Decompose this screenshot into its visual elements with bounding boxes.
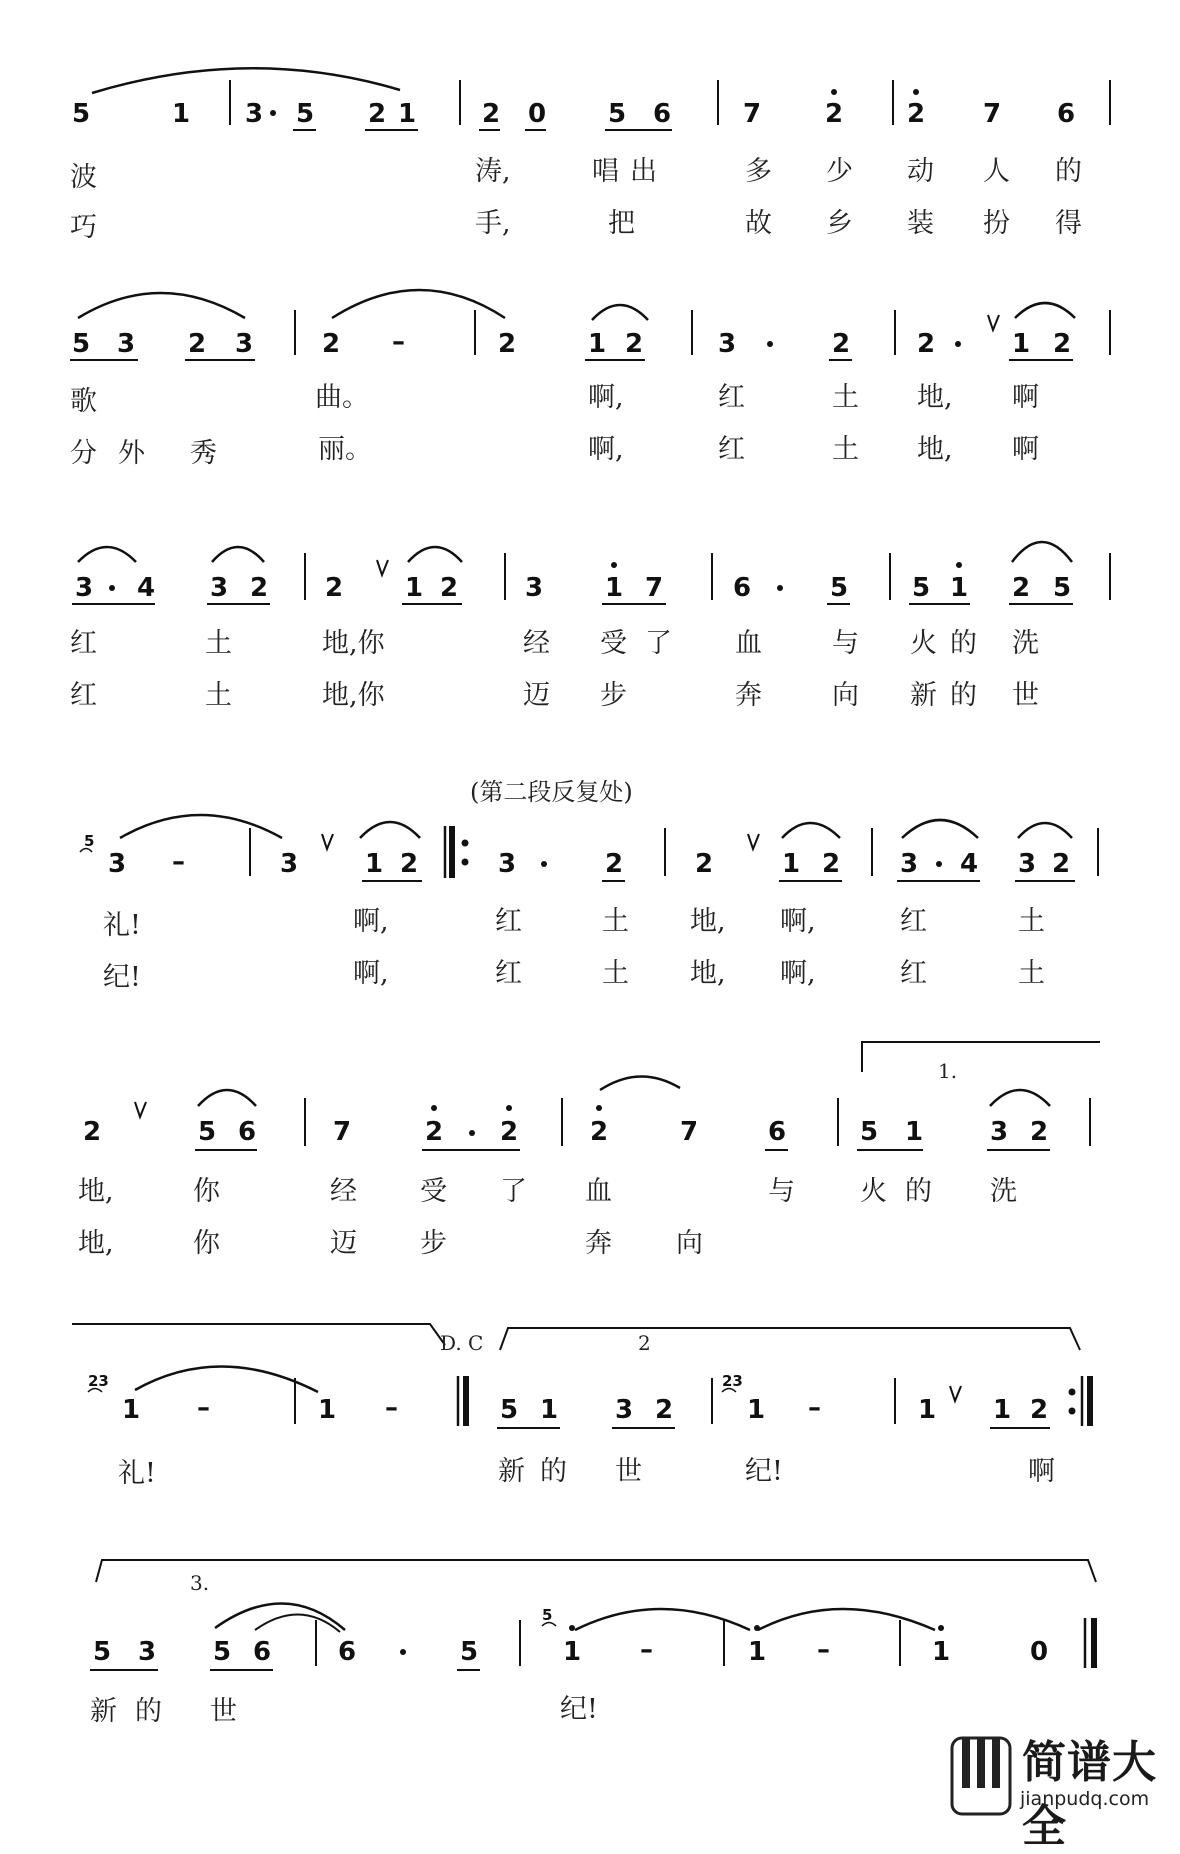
lyric: 你 <box>193 1176 220 1207</box>
note: 0 <box>1030 1637 1049 1667</box>
lyric: 了 <box>645 628 672 659</box>
note: 3 <box>990 1117 1009 1147</box>
note: 6 <box>253 1637 272 1667</box>
lyric: 啊 <box>1012 434 1039 465</box>
system-1 <box>70 68 1110 243</box>
note: 6 <box>653 99 672 129</box>
lyric: 新 <box>90 1696 117 1727</box>
note: 2 <box>440 573 459 603</box>
lyric: 洗 <box>1012 628 1039 659</box>
lyric: 土 <box>832 434 859 465</box>
note: 6 <box>338 1637 357 1667</box>
lyric: 地, <box>917 382 953 413</box>
note: 6 <box>768 1117 787 1147</box>
note: 2 <box>250 573 269 603</box>
lyric: 纪! <box>103 962 141 993</box>
lyric: 与 <box>768 1176 795 1207</box>
note: – <box>385 1393 398 1423</box>
watermark <box>950 1726 1175 1852</box>
lyric: 波 <box>70 162 97 193</box>
note: 3 <box>138 1637 157 1667</box>
lyric: 经 <box>523 628 550 659</box>
grace-note: 23 <box>722 1372 743 1390</box>
note: 2 <box>425 1117 444 1147</box>
lyric: 地, <box>690 906 726 937</box>
lyric: 迈 <box>330 1228 357 1259</box>
lyric: 地,你 <box>322 680 385 711</box>
note: 1 <box>950 573 969 603</box>
note: 6 <box>1057 99 1076 129</box>
note: 5 <box>93 1637 112 1667</box>
lyric: 曲。 <box>315 382 369 413</box>
note: 5 <box>500 1395 519 1425</box>
system-5 <box>78 1042 1100 1259</box>
note: 1 <box>605 573 624 603</box>
note: 3 <box>498 849 517 879</box>
note: 2 <box>1012 573 1031 603</box>
note: 1 <box>748 1637 767 1667</box>
note: 5 <box>608 99 627 129</box>
note: 3 <box>235 329 254 359</box>
note: – <box>808 1393 821 1423</box>
lyric: 红 <box>70 628 97 659</box>
note: 2 <box>907 99 926 129</box>
note: – <box>817 1635 830 1665</box>
note: 3 <box>525 573 544 603</box>
lyric: 人 <box>983 156 1010 187</box>
lyric: 故 <box>745 208 772 239</box>
lyric: 奔 <box>585 1228 612 1259</box>
note: 6 <box>238 1117 257 1147</box>
note: 1 <box>905 1117 924 1147</box>
note: 2 <box>482 99 501 129</box>
system-2 <box>70 290 1110 469</box>
note: 2 <box>1052 849 1071 879</box>
lyric: 你 <box>193 1228 220 1259</box>
note: 2 <box>917 329 936 359</box>
lyric: 红 <box>495 906 522 937</box>
lyric: 土 <box>832 382 859 413</box>
lyric: 啊, <box>780 958 816 989</box>
lyric: 得 <box>1055 208 1082 239</box>
lyric: 涛, <box>475 156 511 187</box>
note: 5 <box>912 573 931 603</box>
lyric: 经 <box>330 1176 357 1207</box>
repeat-annotation: (第二段反复处) <box>470 778 633 806</box>
lyric: 火 <box>910 628 937 659</box>
lyric: 地, <box>690 958 726 989</box>
lyric: 土 <box>602 958 629 989</box>
note: 2 <box>188 329 207 359</box>
note: 2 <box>590 1117 609 1147</box>
note: 3 <box>117 329 136 359</box>
note: 2 <box>605 849 624 879</box>
note: 3 <box>718 329 737 359</box>
lyric: 世 <box>210 1696 237 1727</box>
lyric: 向 <box>832 680 859 711</box>
lyric: 扮 <box>983 208 1010 239</box>
note: 5 <box>460 1637 479 1667</box>
lyric: 受 <box>420 1176 447 1207</box>
lyric: 土 <box>1018 958 1045 989</box>
lyric: 多 <box>745 156 772 187</box>
note: 3 <box>900 849 919 879</box>
note: 5 <box>213 1637 232 1667</box>
lyric: 世 <box>615 1456 642 1487</box>
lyric: 与 <box>832 628 859 659</box>
lyric: 迈 <box>523 680 550 711</box>
lyric: 乡 <box>826 208 853 239</box>
note: 3 <box>108 849 127 879</box>
note: 5 <box>72 329 91 359</box>
lyric: 奔 <box>735 680 762 711</box>
grace-note: 5 <box>84 832 95 850</box>
note: 7 <box>645 573 664 603</box>
note: – <box>392 327 405 357</box>
lyric: 血 <box>735 628 762 659</box>
lyric: 红 <box>900 958 927 989</box>
note: 2 <box>322 329 341 359</box>
note: 2 <box>498 329 517 359</box>
note: 7 <box>680 1117 699 1147</box>
note: 1 <box>365 849 384 879</box>
lyric: 火 <box>860 1176 887 1207</box>
lyric: 土 <box>1018 906 1045 937</box>
system-6 <box>72 1324 1090 1489</box>
lyric: 巧 <box>70 212 97 243</box>
note: 2 <box>625 329 644 359</box>
ending-2-label: 2 <box>638 1331 651 1355</box>
watermark-title: 简谱大全 <box>1022 1737 1157 1852</box>
lyric: 的 <box>135 1696 162 1727</box>
lyric: 步 <box>600 680 627 711</box>
note: 7 <box>743 99 762 129</box>
lyric: 受 <box>600 628 627 659</box>
lyric: 红 <box>718 382 745 413</box>
lyric: 啊, <box>588 434 624 465</box>
note: 1 <box>588 329 607 359</box>
lyric: 红 <box>718 434 745 465</box>
note: 4 <box>960 849 979 879</box>
note: 2 <box>83 1117 102 1147</box>
lyric: 歌 <box>70 386 97 417</box>
note: 7 <box>983 99 1002 129</box>
note: 7 <box>333 1117 352 1147</box>
ending-1-label: 1. <box>938 1059 958 1083</box>
note: 3 <box>1018 849 1037 879</box>
note: 1 <box>540 1395 559 1425</box>
lyric: 外 <box>118 438 145 469</box>
note: 2 <box>1030 1117 1049 1147</box>
lyric: 少 <box>826 156 853 187</box>
lyric: 啊 <box>1012 382 1039 413</box>
lyric: 的 <box>905 1176 932 1207</box>
lyric: 了 <box>500 1176 527 1207</box>
note: 3 <box>245 99 264 129</box>
lyric: 的 <box>540 1456 567 1487</box>
note: 2 <box>325 573 344 603</box>
note: 1 <box>993 1395 1012 1425</box>
note: 3 <box>280 849 299 879</box>
system-3 <box>70 542 1110 711</box>
lyric: 啊, <box>353 958 389 989</box>
note: 2 <box>368 99 387 129</box>
note: 2 <box>825 99 844 129</box>
note: 5 <box>1053 573 1072 603</box>
lyric: 红 <box>495 958 522 989</box>
lyric: 啊, <box>780 906 816 937</box>
note: 5 <box>296 99 315 129</box>
lyric: 礼! <box>118 1458 156 1489</box>
note: 4 <box>137 573 156 603</box>
note: 2 <box>1030 1395 1049 1425</box>
note: 2 <box>1053 329 1072 359</box>
note: 3 <box>615 1395 634 1425</box>
note: 1 <box>932 1637 951 1667</box>
lyric: 把 <box>608 208 635 239</box>
lyric: 土 <box>205 628 232 659</box>
lyric: 的 <box>950 680 977 711</box>
note: 2 <box>822 849 841 879</box>
note: 3 <box>75 573 94 603</box>
lyric: 地,你 <box>322 628 385 659</box>
note: 0 <box>528 99 547 129</box>
note: 5 <box>830 573 849 603</box>
lyric: 地, <box>917 434 953 465</box>
note: – <box>640 1635 653 1665</box>
note: 2 <box>500 1117 519 1147</box>
note: 1 <box>172 99 191 129</box>
system-7 <box>90 1560 1096 1727</box>
note: 1 <box>405 573 424 603</box>
lyric: 新 <box>498 1456 525 1487</box>
lyric: 向 <box>676 1228 703 1259</box>
lyric: 啊, <box>353 906 389 937</box>
note: 1 <box>747 1395 766 1425</box>
piano-keys-icon <box>950 1734 1014 1818</box>
lyric: 的 <box>1055 156 1082 187</box>
lyric: 红 <box>70 680 97 711</box>
system-4 <box>80 778 1098 993</box>
lyric: 红 <box>900 906 927 937</box>
note: 2 <box>832 329 851 359</box>
note: 1 <box>122 1395 141 1425</box>
note: 5 <box>72 99 91 129</box>
lyric: 土 <box>602 906 629 937</box>
note: 1 <box>1012 329 1031 359</box>
lyric: 世 <box>1012 680 1039 711</box>
note: 5 <box>860 1117 879 1147</box>
note: 1 <box>398 99 417 129</box>
lyric: 新 <box>910 680 937 711</box>
lyric: 礼! <box>103 910 141 941</box>
note: – <box>197 1393 210 1423</box>
lyric: 装 <box>907 208 934 239</box>
ending-3-label: 3. <box>190 1571 210 1595</box>
note: – <box>172 847 185 877</box>
lyric: 出 <box>630 156 657 187</box>
note: 1 <box>563 1637 582 1667</box>
note: 5 <box>198 1117 217 1147</box>
note: 2 <box>695 849 714 879</box>
lyric: 纪! <box>560 1694 598 1725</box>
note: 1 <box>918 1395 937 1425</box>
lyric: 唱 <box>592 156 619 187</box>
watermark-url: jianpudq.com <box>1020 1788 1150 1810</box>
grace-note: 5 <box>542 1606 553 1624</box>
lyric: 手, <box>475 208 511 239</box>
lyric: 洗 <box>990 1176 1017 1207</box>
lyric: 的 <box>950 628 977 659</box>
lyric: 土 <box>205 680 232 711</box>
lyric: 啊, <box>588 382 624 413</box>
lyric: 秀 <box>190 438 217 469</box>
note: 1 <box>318 1395 337 1425</box>
lyric: 啊 <box>1028 1456 1055 1487</box>
lyric: 动 <box>907 156 934 187</box>
lyric: 分 <box>70 438 97 469</box>
lyric: 步 <box>420 1228 447 1259</box>
lyric: 丽。 <box>318 434 372 465</box>
lyric: 纪! <box>745 1456 783 1487</box>
note: 3 <box>210 573 229 603</box>
note: 2 <box>655 1395 674 1425</box>
note: 2 <box>400 849 419 879</box>
grace-note: 23 <box>88 1372 109 1390</box>
dc-marking: D. C <box>440 1331 484 1355</box>
lyric: 血 <box>585 1176 612 1207</box>
note: 1 <box>782 849 801 879</box>
lyric: 地, <box>78 1228 114 1259</box>
note: 6 <box>733 573 752 603</box>
system-1-notes <box>72 99 1075 129</box>
lyric: 地, <box>78 1176 114 1207</box>
